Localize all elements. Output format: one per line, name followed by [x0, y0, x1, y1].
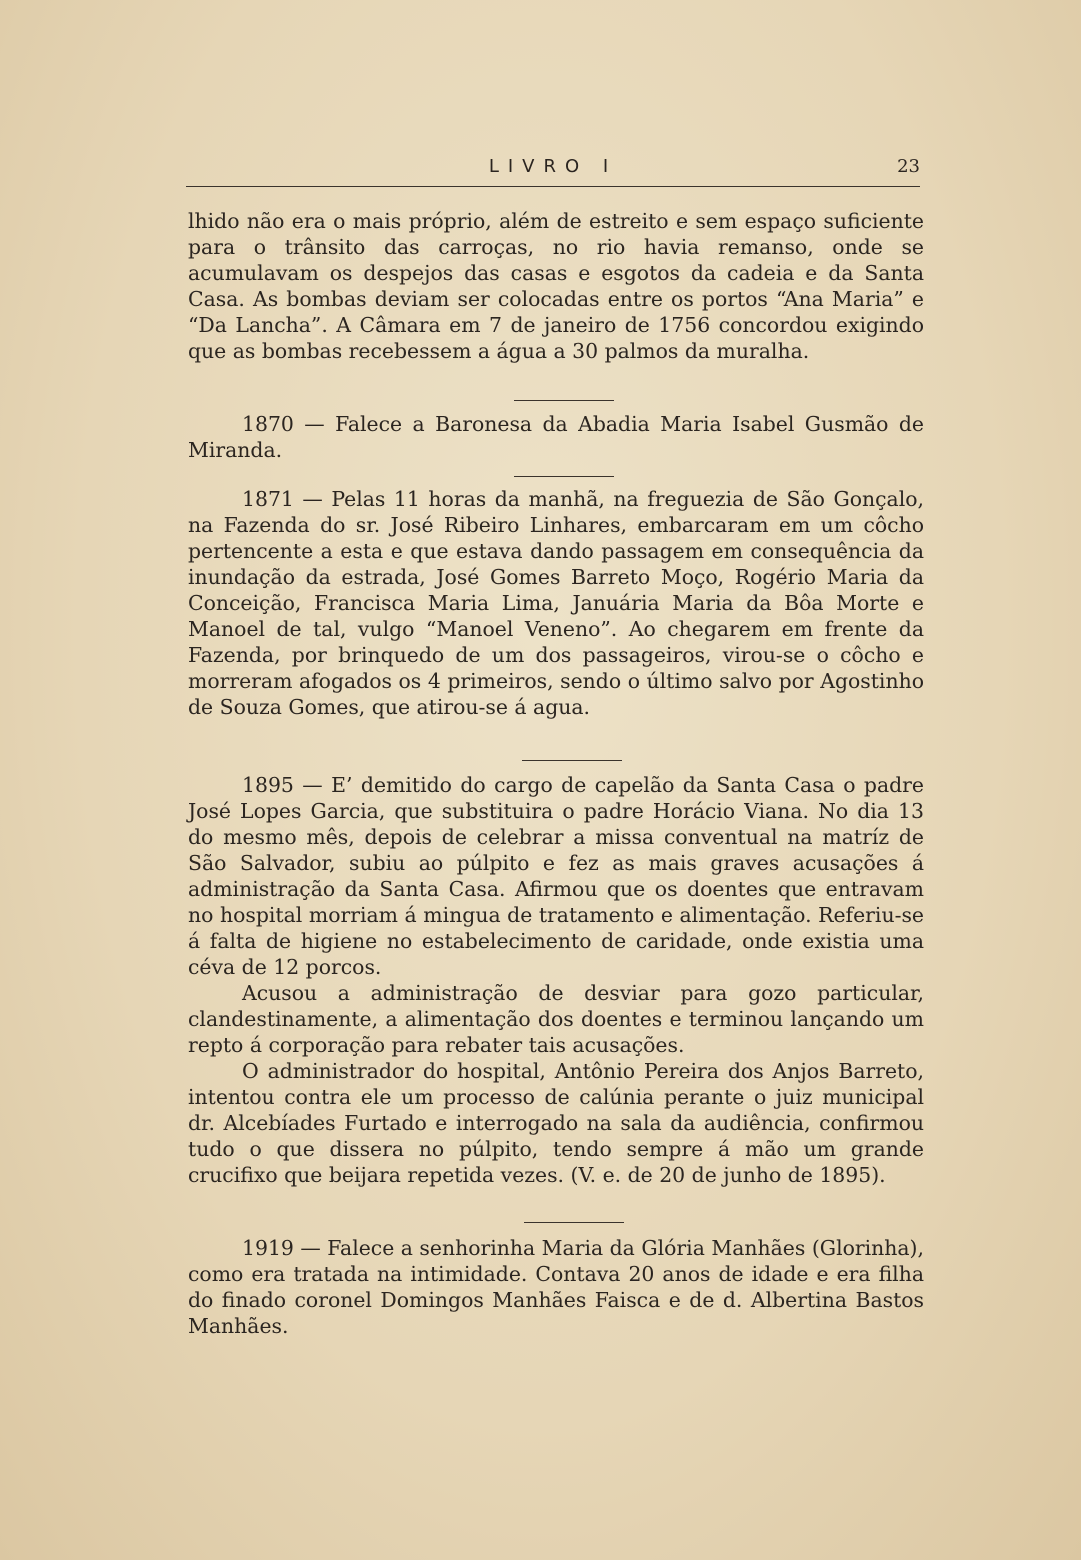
entry-1871: 1871 — Pelas 11 horas da manhã, na freguezia de São Gonçalo, na Fazenda do sr. José Ribeiro Linhares, embarcaram em um côcho pertencente a esta e que estava dando passagem em consequência da inundação da estrada, José Gomes Barreto Moço, Rogério Maria da Conceição, Francisca Maria Lima, Januária Maria da Bôa Morte e Manoel de tal, vulgo “Manoel Veneno”. Ao chegarem em frente da Fazenda, por brinquedo de um dos passageiros, virou-se o côcho e morreram afogados os 4 primeiros, sendo o último salvo por Agostinho de Souza Gomes, que atirou-se á agua.: [188, 487, 924, 719]
entry-1895-paragraph-2: Acusou a administração de desviar para gozo particular, clandestinamente, a alimentação dos doentes e terminou lançando um repto á corporação para rebater tais acusações.: [188, 981, 924, 1057]
section-divider: [522, 760, 622, 761]
entry-1895-paragraph-3: O administrador do hospital, Antônio Pereira dos Anjos Barreto, intentou contra ele um processo de calúnia perante o juiz municipal dr. Alcebíades Furtado e interrogado na sala da audiência, confirmou tudo o que dissera no púlpito, tendo sempre á mão um grande crucifixo que beijara repetida vezes. (V. e. de 20 de junho de 1895).: [188, 1059, 924, 1187]
entry-1919: 1919 — Falece a senhorinha Maria da Glória Manhães (Glorinha), como era tratada na intimidade. Contava 20 anos de idade e era filha do finado coronel Domingos Manhães Faisca e de d. Albertina Bastos Manhães.: [188, 1236, 924, 1338]
section-divider: [524, 1222, 624, 1223]
entry-1895: [188, 772, 924, 1188]
entry-1895-paragraph-1: 1895 — E’ demitido do cargo de capelão da Santa Casa o padre José Lopes Garcia, que substituira o padre Horácio Viana. No dia 13 do mesmo mês, depois de celebrar a missa conventual na matríz de São Salvador, subiu ao púlpito e fez as mais graves acusações á administração da Santa Casa. Afirmou que os doentes que entravam no hospital morriam á mingua de tratamento e alimentação. Referiu-se á falta de higiene no estabelecimento de caridade, onde existia uma céva de 12 porcos.: [188, 773, 924, 979]
section-divider: [514, 400, 614, 401]
header-title: LIVRO I: [488, 156, 618, 177]
running-header: [186, 156, 920, 187]
continuation-paragraph: lhido não era o mais próprio, além de estreito e sem espaço suficiente para o trânsito das carroças, no rio havia remanso, onde se acumulavam os despejos das casas e esgotos da cadeia e da Santa Casa. As bombas deviam ser colocadas entre os portos “Ana Maria” e “Da Lancha”. A Câmara em 7 de janeiro de 1756 concordou exigindo que as bombas recebessem a água a 30 palmos da muralha.: [188, 209, 924, 363]
section-divider: [514, 476, 614, 477]
page-number: 23: [897, 156, 920, 177]
entry-1870: 1870 — Falece a Baronesa da Abadia Maria Isabel Gusmão de Miranda.: [188, 412, 924, 462]
